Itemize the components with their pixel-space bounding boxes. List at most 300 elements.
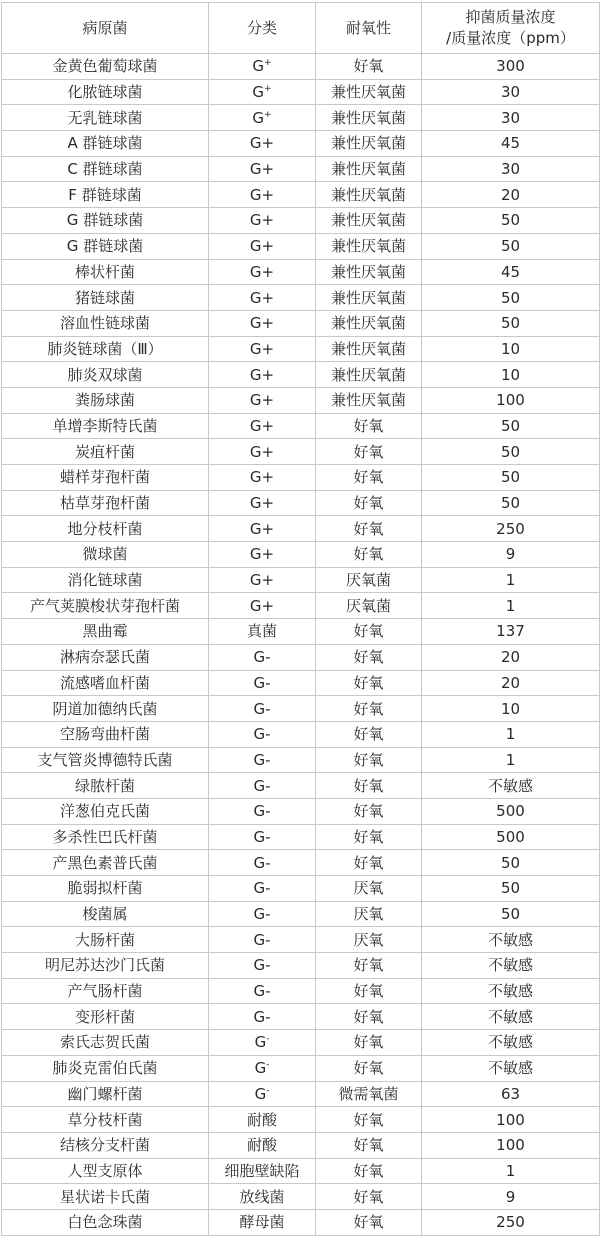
pathogen-cell — [2, 1184, 209, 1210]
classification-cell-text: 酵母菌 — [239, 1213, 285, 1232]
oxygen-tolerance-cell — [316, 131, 422, 157]
pathogen-cell — [2, 105, 209, 131]
oxygen-tolerance-cell — [316, 1107, 422, 1133]
concentration-cell — [422, 156, 600, 182]
pathogen-cell-text: 地分枝杆菌 — [67, 519, 143, 538]
pathogen-cell-text: 枯草芽孢杆菌 — [59, 494, 150, 513]
oxygen-tolerance-cell-text: 好氧 — [353, 1136, 384, 1155]
concentration-cell — [422, 465, 600, 491]
concentration-cell-text: 500 — [496, 827, 525, 846]
table-row — [2, 233, 600, 259]
oxygen-tolerance-cell-text: 厌氧 — [353, 905, 384, 924]
classification-cell-text: G+ — [249, 416, 275, 435]
oxygen-tolerance-cell — [316, 876, 422, 902]
concentration-cell — [422, 953, 600, 979]
pathogen-cell — [2, 1030, 209, 1056]
pathogen-cell-text: A 群链球菌 — [67, 134, 143, 153]
concentration-cell — [422, 1081, 600, 1107]
concentration-cell — [422, 542, 600, 568]
oxygen-tolerance-cell — [316, 336, 422, 362]
classification-cell — [209, 927, 316, 953]
classification-cell — [209, 1132, 316, 1158]
concentration-cell-text: 10 — [500, 339, 521, 358]
concentration-cell — [422, 901, 600, 927]
concentration-cell — [422, 644, 600, 670]
classification-cell — [209, 1158, 316, 1184]
pathogen-cell-text: 人型支原体 — [67, 1161, 143, 1180]
table-row — [2, 362, 600, 388]
pathogen-cell — [2, 773, 209, 799]
table-row — [2, 285, 600, 311]
oxygen-tolerance-cell-text: 好氧 — [353, 1059, 384, 1078]
concentration-cell — [422, 387, 600, 413]
classification-cell-text: G- — [253, 648, 271, 667]
pathogen-cell-text: 索氏志贺氏菌 — [59, 1033, 150, 1052]
pathogen-cell — [2, 696, 209, 722]
classification-cell-text: G- — [253, 673, 271, 692]
concentration-cell — [422, 876, 600, 902]
oxygen-tolerance-cell-text: 好氧 — [353, 699, 384, 718]
classification-cell-text: G+ — [249, 571, 275, 590]
oxygen-tolerance-cell-text: 好氧 — [353, 1110, 384, 1129]
pathogen-cell-text: 肺炎克雷伯氏菌 — [52, 1059, 158, 1078]
concentration-cell — [422, 79, 600, 105]
table-row — [2, 387, 600, 413]
classification-cell-text: G — [252, 108, 265, 127]
gram-superscript: - — [266, 1034, 270, 1045]
table-row — [2, 465, 600, 491]
table-row — [2, 721, 600, 747]
header-classification: 分类 — [209, 3, 316, 54]
oxygen-tolerance-cell — [316, 850, 422, 876]
concentration-cell-text: 1 — [505, 725, 516, 744]
pathogen-cell-text: 肺炎链球菌（Ⅲ） — [47, 339, 163, 358]
oxygen-tolerance-cell-text: 兼性厌氧菌 — [330, 134, 406, 153]
concentration-cell — [422, 259, 600, 285]
pathogen-cell-text: 微球菌 — [82, 545, 128, 564]
concentration-cell — [422, 773, 600, 799]
concentration-cell-text: 30 — [500, 83, 521, 102]
classification-cell — [209, 465, 316, 491]
pathogen-cell — [2, 1055, 209, 1081]
concentration-cell — [422, 1132, 600, 1158]
concentration-cell — [422, 1030, 600, 1056]
pathogen-cell-text: 多杀性巴氏杆菌 — [52, 827, 158, 846]
header-concentration-line1: 抑菌质量浓度 — [465, 8, 556, 26]
oxygen-tolerance-cell — [316, 490, 422, 516]
table-row — [2, 1030, 600, 1056]
concentration-cell-text: 50 — [500, 879, 521, 898]
classification-cell-text: G- — [253, 802, 271, 821]
classification-cell — [209, 824, 316, 850]
concentration-cell-text: 1 — [505, 1161, 516, 1180]
pathogen-cell-text: 支气管炎博德特氏菌 — [37, 750, 173, 769]
classification-cell — [209, 1004, 316, 1030]
pathogen-cell — [2, 156, 209, 182]
oxygen-tolerance-cell — [316, 619, 422, 645]
classification-cell-text: G+ — [249, 134, 275, 153]
concentration-cell — [422, 927, 600, 953]
gram-superscript: + — [264, 109, 272, 120]
classification-cell-text: G — [252, 83, 265, 102]
concentration-cell-text: 1 — [505, 571, 516, 590]
gram-superscript: - — [266, 1060, 270, 1071]
oxygen-tolerance-cell-text: 好氧 — [353, 827, 384, 846]
classification-cell-text: G+ — [249, 545, 275, 564]
table-row — [2, 798, 600, 824]
pathogen-cell — [2, 901, 209, 927]
classification-cell — [209, 310, 316, 336]
concentration-cell-text: 45 — [500, 262, 521, 281]
concentration-cell-text: 50 — [500, 211, 521, 230]
oxygen-tolerance-cell-text: 好氧 — [353, 468, 384, 487]
classification-cell — [209, 619, 316, 645]
pathogen-cell-text: 化脓链球菌 — [67, 83, 143, 102]
classification-cell — [209, 978, 316, 1004]
pathogen-cell — [2, 644, 209, 670]
concentration-cell-text: 50 — [500, 468, 521, 487]
pathogen-cell — [2, 824, 209, 850]
classification-cell-text: G — [254, 1033, 267, 1052]
oxygen-tolerance-cell-text: 好氧 — [353, 1213, 384, 1232]
concentration-cell-text: 50 — [500, 494, 521, 513]
pathogen-cell — [2, 336, 209, 362]
concentration-cell — [422, 696, 600, 722]
pathogen-cell-text: 淋病奈瑟氏菌 — [59, 648, 150, 667]
table-header — [2, 3, 600, 54]
table-row — [2, 1081, 600, 1107]
classification-cell-text: G+ — [249, 262, 275, 281]
concentration-cell — [422, 850, 600, 876]
table-row — [2, 644, 600, 670]
pathogen-cell — [2, 182, 209, 208]
concentration-cell — [422, 362, 600, 388]
table-row — [2, 824, 600, 850]
classification-cell-text: G+ — [249, 596, 275, 615]
oxygen-tolerance-cell — [316, 465, 422, 491]
oxygen-tolerance-cell-text: 兼性厌氧菌 — [330, 314, 406, 333]
concentration-cell-text: 不敏感 — [487, 956, 533, 975]
classification-cell — [209, 1209, 316, 1235]
oxygen-tolerance-cell-text: 兼性厌氧菌 — [330, 185, 406, 204]
classification-cell — [209, 54, 316, 80]
pathogen-cell — [2, 670, 209, 696]
table-row — [2, 1209, 600, 1235]
pathogen-cell — [2, 850, 209, 876]
oxygen-tolerance-cell-text: 好氧 — [353, 1007, 384, 1026]
pathogen-cell — [2, 542, 209, 568]
concentration-cell-text: 20 — [500, 185, 521, 204]
concentration-cell-text: 9 — [505, 545, 516, 564]
classification-cell-text: G — [252, 57, 265, 76]
oxygen-tolerance-cell-text: 好氧 — [353, 1161, 384, 1180]
pathogen-cell-text: 金黄色葡萄球菌 — [52, 57, 158, 76]
pathogen-cell — [2, 1209, 209, 1235]
pathogen-cell — [2, 54, 209, 80]
pathogen-cell-text: 星状诺卡氏菌 — [59, 1187, 150, 1206]
header-row — [2, 3, 600, 54]
concentration-cell-text: 100 — [496, 1136, 525, 1155]
oxygen-tolerance-cell — [316, 721, 422, 747]
pathogen-cell — [2, 721, 209, 747]
table-row — [2, 259, 600, 285]
concentration-cell — [422, 747, 600, 773]
classification-cell-text: G+ — [249, 494, 275, 513]
oxygen-tolerance-cell — [316, 1184, 422, 1210]
pathogen-cell — [2, 798, 209, 824]
oxygen-tolerance-cell — [316, 901, 422, 927]
header-pathogen: 病原菌 — [2, 3, 209, 54]
oxygen-tolerance-cell-text: 兼性厌氧菌 — [330, 391, 406, 410]
concentration-cell — [422, 798, 600, 824]
concentration-cell-text: 不敏感 — [487, 1007, 533, 1026]
pathogen-cell — [2, 593, 209, 619]
oxygen-tolerance-cell — [316, 362, 422, 388]
pathogen-cell-text: 明尼苏达沙门氏菌 — [44, 956, 165, 975]
pathogen-cell-text: 白色念珠菌 — [67, 1213, 143, 1232]
pathogen-cell-text: 猪链球菌 — [74, 288, 135, 307]
concentration-cell-text: 50 — [500, 288, 521, 307]
oxygen-tolerance-cell — [316, 439, 422, 465]
classification-cell — [209, 953, 316, 979]
pathogen-cell — [2, 387, 209, 413]
classification-cell — [209, 593, 316, 619]
oxygen-tolerance-cell — [316, 208, 422, 234]
pathogen-cell-text: 结核分支杆菌 — [59, 1136, 150, 1155]
concentration-cell — [422, 310, 600, 336]
classification-cell — [209, 208, 316, 234]
oxygen-tolerance-cell-text: 兼性厌氧菌 — [330, 160, 406, 179]
oxygen-tolerance-cell — [316, 79, 422, 105]
oxygen-tolerance-cell — [316, 670, 422, 696]
pathogen-table — [1, 2, 600, 1236]
concentration-cell-text: 63 — [500, 1084, 521, 1103]
concentration-cell — [422, 336, 600, 362]
classification-cell — [209, 233, 316, 259]
oxygen-tolerance-cell-text: 兼性厌氧菌 — [330, 365, 406, 384]
concentration-cell-text: 30 — [500, 160, 521, 179]
pathogen-cell-text: 阴道加德纳氏菌 — [52, 699, 158, 718]
table-row — [2, 978, 600, 1004]
oxygen-tolerance-cell — [316, 927, 422, 953]
oxygen-tolerance-cell — [316, 542, 422, 568]
oxygen-tolerance-cell-text: 好氧 — [353, 545, 384, 564]
classification-cell — [209, 336, 316, 362]
classification-cell — [209, 542, 316, 568]
oxygen-tolerance-cell — [316, 182, 422, 208]
classification-cell — [209, 79, 316, 105]
oxygen-tolerance-cell-text: 好氧 — [353, 956, 384, 975]
pathogen-cell-text: 炭疽杆菌 — [74, 442, 135, 461]
concentration-cell — [422, 105, 600, 131]
pathogen-cell-text: 产气肠杆菌 — [67, 982, 143, 1001]
oxygen-tolerance-cell-text: 兼性厌氧菌 — [330, 83, 406, 102]
concentration-cell — [422, 619, 600, 645]
oxygen-tolerance-cell-text: 兼性厌氧菌 — [330, 339, 406, 358]
pathogen-cell — [2, 285, 209, 311]
oxygen-tolerance-cell — [316, 798, 422, 824]
oxygen-tolerance-cell-text: 微需氧菌 — [338, 1084, 399, 1103]
gram-superscript: + — [264, 58, 272, 69]
table-row — [2, 54, 600, 80]
classification-cell-text: G+ — [249, 288, 275, 307]
pathogen-cell — [2, 1004, 209, 1030]
concentration-cell — [422, 1107, 600, 1133]
concentration-cell — [422, 1055, 600, 1081]
pathogen-cell — [2, 490, 209, 516]
concentration-cell-text: 100 — [496, 391, 525, 410]
table-row — [2, 156, 600, 182]
classification-cell-text: 真菌 — [246, 622, 277, 641]
oxygen-tolerance-cell-text: 好氧 — [353, 494, 384, 513]
concentration-cell-text: 250 — [496, 519, 525, 538]
concentration-cell-text: 30 — [500, 108, 521, 127]
pathogen-cell — [2, 747, 209, 773]
header-concentration — [422, 3, 600, 54]
pathogen-cell — [2, 927, 209, 953]
oxygen-tolerance-cell — [316, 747, 422, 773]
classification-cell-text: G+ — [249, 314, 275, 333]
concentration-cell-text: 10 — [500, 365, 521, 384]
concentration-cell — [422, 1184, 600, 1210]
classification-cell — [209, 670, 316, 696]
pathogen-cell — [2, 953, 209, 979]
pathogen-cell-text: F 群链球菌 — [68, 185, 142, 204]
table-row — [2, 490, 600, 516]
concentration-cell-text: 300 — [496, 57, 525, 76]
pathogen-cell-text: 大肠杆菌 — [74, 930, 135, 949]
oxygen-tolerance-cell-text: 厌氧 — [353, 930, 384, 949]
classification-cell-text: G+ — [249, 391, 275, 410]
classification-cell — [209, 644, 316, 670]
table-row — [2, 208, 600, 234]
table-row — [2, 696, 600, 722]
concentration-cell — [422, 1158, 600, 1184]
classification-cell-text: G- — [253, 1007, 271, 1026]
table-row — [2, 182, 600, 208]
classification-cell — [209, 1081, 316, 1107]
classification-cell-text: G+ — [249, 365, 275, 384]
classification-cell — [209, 439, 316, 465]
pathogen-cell-text: 梭菌属 — [82, 905, 128, 924]
classification-cell-text: G — [254, 1084, 267, 1103]
pathogen-cell-text: 黑曲霉 — [82, 622, 128, 641]
concentration-cell — [422, 1004, 600, 1030]
concentration-cell — [422, 824, 600, 850]
pathogen-cell — [2, 619, 209, 645]
concentration-cell — [422, 233, 600, 259]
concentration-cell-text: 9 — [505, 1187, 516, 1206]
pathogen-cell — [2, 259, 209, 285]
pathogen-cell-text: G 群链球菌 — [66, 211, 144, 230]
oxygen-tolerance-cell-text: 好氧 — [353, 416, 384, 435]
concentration-cell — [422, 516, 600, 542]
concentration-cell-text: 137 — [496, 622, 525, 641]
oxygen-tolerance-cell — [316, 285, 422, 311]
pathogen-cell — [2, 131, 209, 157]
concentration-cell-text: 500 — [496, 802, 525, 821]
concentration-cell-text: 45 — [500, 134, 521, 153]
classification-cell — [209, 1030, 316, 1056]
table-row — [2, 413, 600, 439]
table-row — [2, 876, 600, 902]
pathogen-cell-text: 洋葱伯克氏菌 — [59, 802, 150, 821]
pathogen-cell-text: 产气荚膜梭状芽孢杆菌 — [29, 596, 180, 615]
oxygen-tolerance-cell — [316, 413, 422, 439]
concentration-cell-text: 不敏感 — [487, 930, 533, 949]
pathogen-cell-text: 粪肠球菌 — [74, 391, 135, 410]
header-oxygen-tolerance: 耐氧性 — [316, 3, 422, 54]
table-row — [2, 131, 600, 157]
classification-cell-text: 细胞壁缺陷 — [224, 1161, 300, 1180]
oxygen-tolerance-cell — [316, 1004, 422, 1030]
pathogen-cell — [2, 978, 209, 1004]
classification-cell — [209, 721, 316, 747]
classification-cell-text: G- — [253, 750, 271, 769]
classification-cell — [209, 131, 316, 157]
concentration-cell-text: 50 — [500, 442, 521, 461]
concentration-cell-text: 1 — [505, 750, 516, 769]
concentration-cell-text: 不敏感 — [487, 776, 533, 795]
pathogen-cell — [2, 233, 209, 259]
oxygen-tolerance-cell-text: 好氧 — [353, 802, 384, 821]
oxygen-tolerance-cell-text: 兼性厌氧菌 — [330, 237, 406, 256]
table-row — [2, 567, 600, 593]
classification-cell — [209, 413, 316, 439]
concentration-cell-text: 50 — [500, 416, 521, 435]
concentration-cell — [422, 567, 600, 593]
classification-cell — [209, 362, 316, 388]
classification-cell-text: G+ — [249, 468, 275, 487]
classification-cell — [209, 259, 316, 285]
oxygen-tolerance-cell — [316, 54, 422, 80]
oxygen-tolerance-cell — [316, 310, 422, 336]
oxygen-tolerance-cell — [316, 773, 422, 799]
classification-cell — [209, 1184, 316, 1210]
classification-cell — [209, 747, 316, 773]
pathogen-cell-text: 蜡样芽孢杆菌 — [59, 468, 150, 487]
table-row — [2, 1004, 600, 1030]
oxygen-tolerance-cell — [316, 156, 422, 182]
oxygen-tolerance-cell-text: 好氧 — [353, 1033, 384, 1052]
oxygen-tolerance-cell-text: 兼性厌氧菌 — [330, 262, 406, 281]
pathogen-cell — [2, 1132, 209, 1158]
oxygen-tolerance-cell — [316, 259, 422, 285]
concentration-cell-text: 100 — [496, 1110, 525, 1129]
oxygen-tolerance-cell-text: 兼性厌氧菌 — [330, 108, 406, 127]
oxygen-tolerance-cell-text: 兼性厌氧菌 — [330, 211, 406, 230]
table-row — [2, 773, 600, 799]
table-row — [2, 439, 600, 465]
table-row — [2, 1132, 600, 1158]
classification-cell-text: G- — [253, 905, 271, 924]
pathogen-cell-text: 脆弱拟杆菌 — [67, 879, 143, 898]
concentration-cell-text: 1 — [505, 596, 516, 615]
classification-cell-text: G+ — [249, 519, 275, 538]
classification-cell-text: 耐酸 — [246, 1110, 277, 1129]
concentration-cell-text: 20 — [500, 648, 521, 667]
classification-cell — [209, 1107, 316, 1133]
classification-cell-text: G- — [253, 827, 271, 846]
table-row — [2, 542, 600, 568]
pathogen-cell-text: 溶血性链球菌 — [59, 314, 150, 333]
oxygen-tolerance-cell-text: 兼性厌氧菌 — [330, 288, 406, 307]
classification-cell — [209, 387, 316, 413]
pathogen-cell — [2, 1158, 209, 1184]
concentration-cell-text: 不敏感 — [487, 1033, 533, 1052]
pathogen-cell-text: 无乳链球菌 — [67, 108, 143, 127]
pathogen-cell — [2, 876, 209, 902]
